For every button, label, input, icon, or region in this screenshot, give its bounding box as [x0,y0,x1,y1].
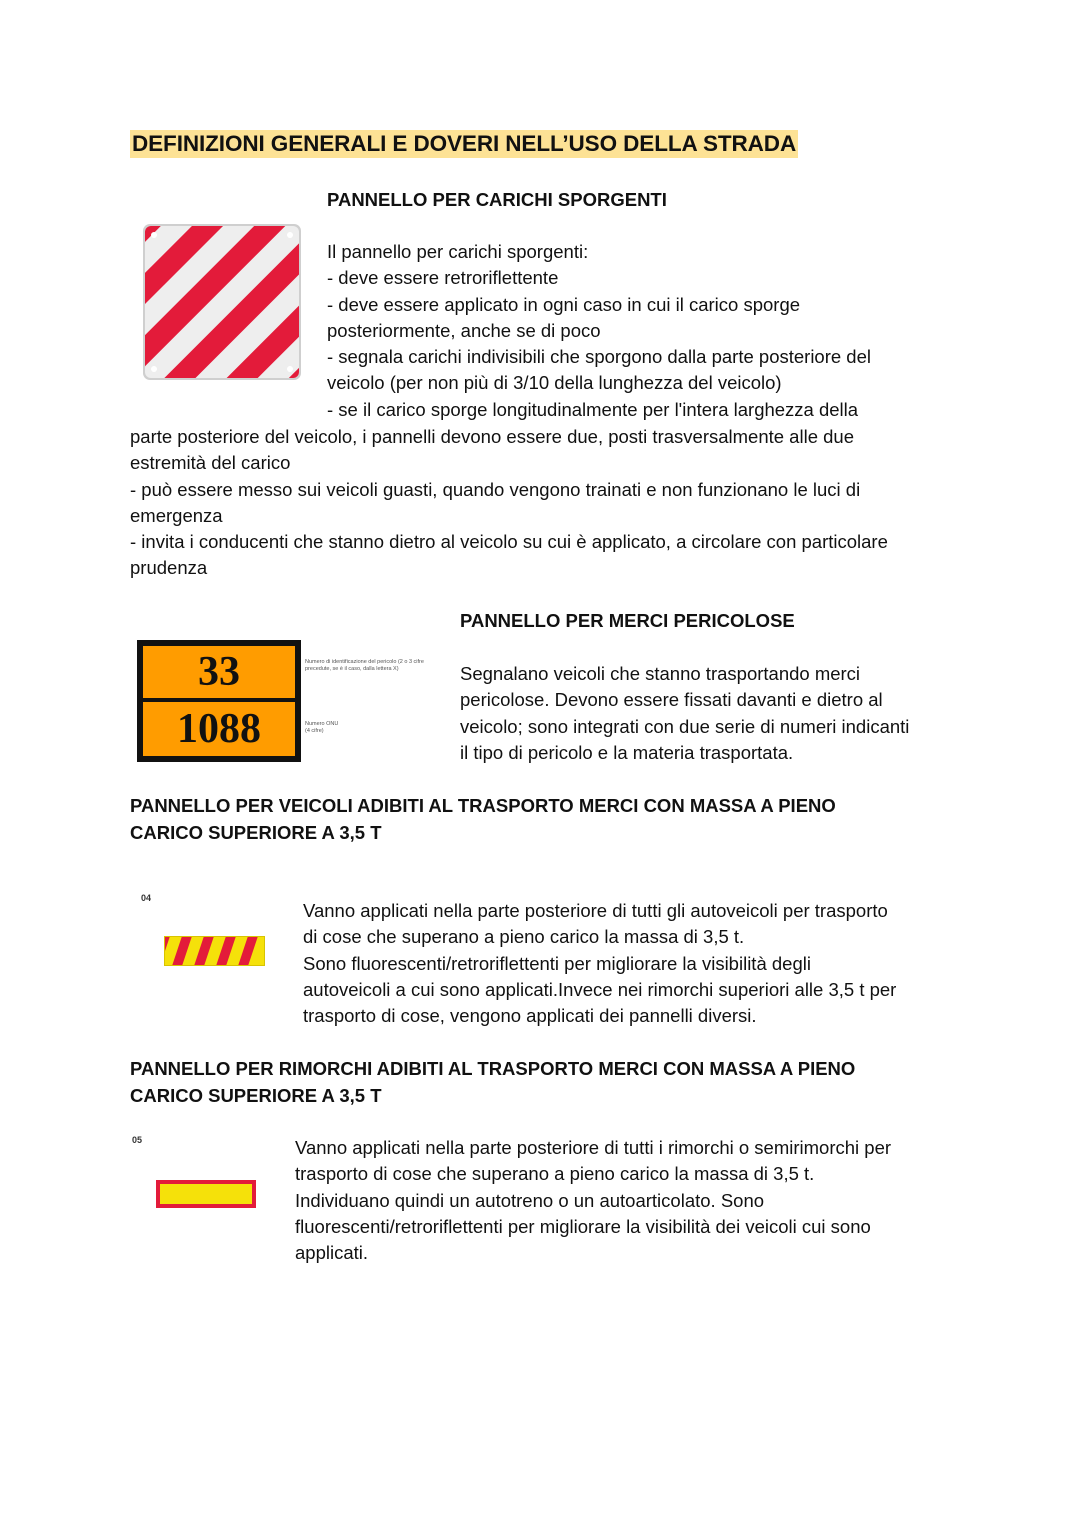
text-line: il tipo di pericolo e la materia trasportata. [460,741,794,763]
text-line: parte posteriore del veicolo, i pannelli devono essere due, posti trasversalmente alle due [130,426,854,447]
text-line: veicolo (per non più di 3/10 della lunghezza del veicolo) [327,372,782,394]
section1-text-indented [327,239,871,423]
hazard-panel-image [137,640,301,762]
section-heading-carichi-sporgenti: PANNELLO PER CARICHI SPORGENTI [327,189,667,210]
section1-text-full [130,424,888,582]
figure-code: 04 [141,893,152,903]
text-line: veicolo; sono integrati con due serie di numeri indicanti [460,715,910,737]
text-line: Individuano quindi un autotreno o un autoarticolato. Sono [295,1189,765,1211]
vehicle-rear-panel-image [164,936,265,966]
text-line: - può essere messo sui veicoli guasti, quando vengono trainati e non funzionano le luci di [130,478,861,500]
text-line: Vanno applicati nella parte posteriore di tutti gli autoveicoli per trasporto [303,900,888,921]
text-line: - se il carico sporge longitudinalmente per l'intera larghezza della [327,398,859,420]
text-line: - invita i conducenti che stanno dietro al veicolo su cui è applicato, a circolare con particolare [130,531,888,553]
text-line: di cose che superano a pieno carico la massa di 3,5 t. [303,926,745,948]
page-title: DEFINIZIONI GENERALI E DOVERI NELL’USO DELLA STRADA [132,131,797,156]
panel-hole [287,232,293,238]
text-line: autoveicoli a cui sono applicati.Invece nei rimorchi superiori alle 3,5 t per [303,978,897,1000]
text-line: prudenza [130,557,208,579]
un-number: 1088 [177,706,261,752]
panel-hole [287,366,293,372]
text-line: trasporto di cose che superano a pieno carico la massa di 3,5 t. [295,1163,815,1185]
hazard-number: 33 [198,649,240,695]
text-line: trasporto di cose, vengono applicati dei pannelli diversi. [303,1005,757,1027]
section3-text [303,898,896,1029]
hazard-caption: Numero di identificazione del pericolo (2 o 3 cifre precedute, se è il caso, dalla lettera X) [305,659,424,672]
text-line: estremità del carico [130,452,291,474]
text-line: Sono fluorescenti/retroriflettenti per migliorare la visibilità degli [303,952,811,974]
text-line: posteriormente, anche se di poco [327,319,601,341]
panel-hole [151,366,157,372]
un-number-box [143,702,295,756]
text-line: Vanno applicati nella parte posteriore di tutti i rimorchi o semirimorchi per [295,1137,892,1158]
text-line: - segnala carichi indivisibili che sporgono dalla parte posteriore del [327,346,871,368]
section-heading-rimorchi: PANNELLO PER RIMORCHI ADIBITI AL TRASPORTO MERCI CON MASSA A PIENO CARICO SUPERIORE A 3,5 T [130,1058,856,1106]
section4-text [295,1135,891,1266]
text-line: emergenza [130,504,223,526]
text-line: pericolose. Devono essere fissati davanti e dietro al [460,689,883,711]
un-caption: Numero ONU (4 cifre) [305,721,339,734]
overhanging-load-panel-image [142,223,302,381]
section-heading-merci-pericolose: PANNELLO PER MERCI PERICOLOSE [460,610,795,631]
panel-hole [151,232,157,238]
text-line: Segnalano veicoli che stanno trasportando merci [460,663,861,684]
text-line: applicati. [295,1242,369,1264]
section2-text [460,661,909,766]
text-line: Il pannello per carichi sporgenti: [327,241,589,262]
text-line: - deve essere applicato in ogni caso in cui il carico sporge [327,293,801,315]
hazard-identification-box [143,646,295,698]
text-line: fluorescenti/retroriflettenti per migliorare la visibilità dei veicoli cui sono [295,1215,871,1237]
trailer-rear-panel-image [156,1180,256,1208]
figure-code: 05 [132,1135,143,1145]
section-heading-veicoli: PANNELLO PER VEICOLI ADIBITI AL TRASPORTO MERCI CON MASSA A PIENO CARICO SUPERIORE A 3,5 T [130,795,836,843]
text-line: - deve essere retroriflettente [327,267,559,289]
